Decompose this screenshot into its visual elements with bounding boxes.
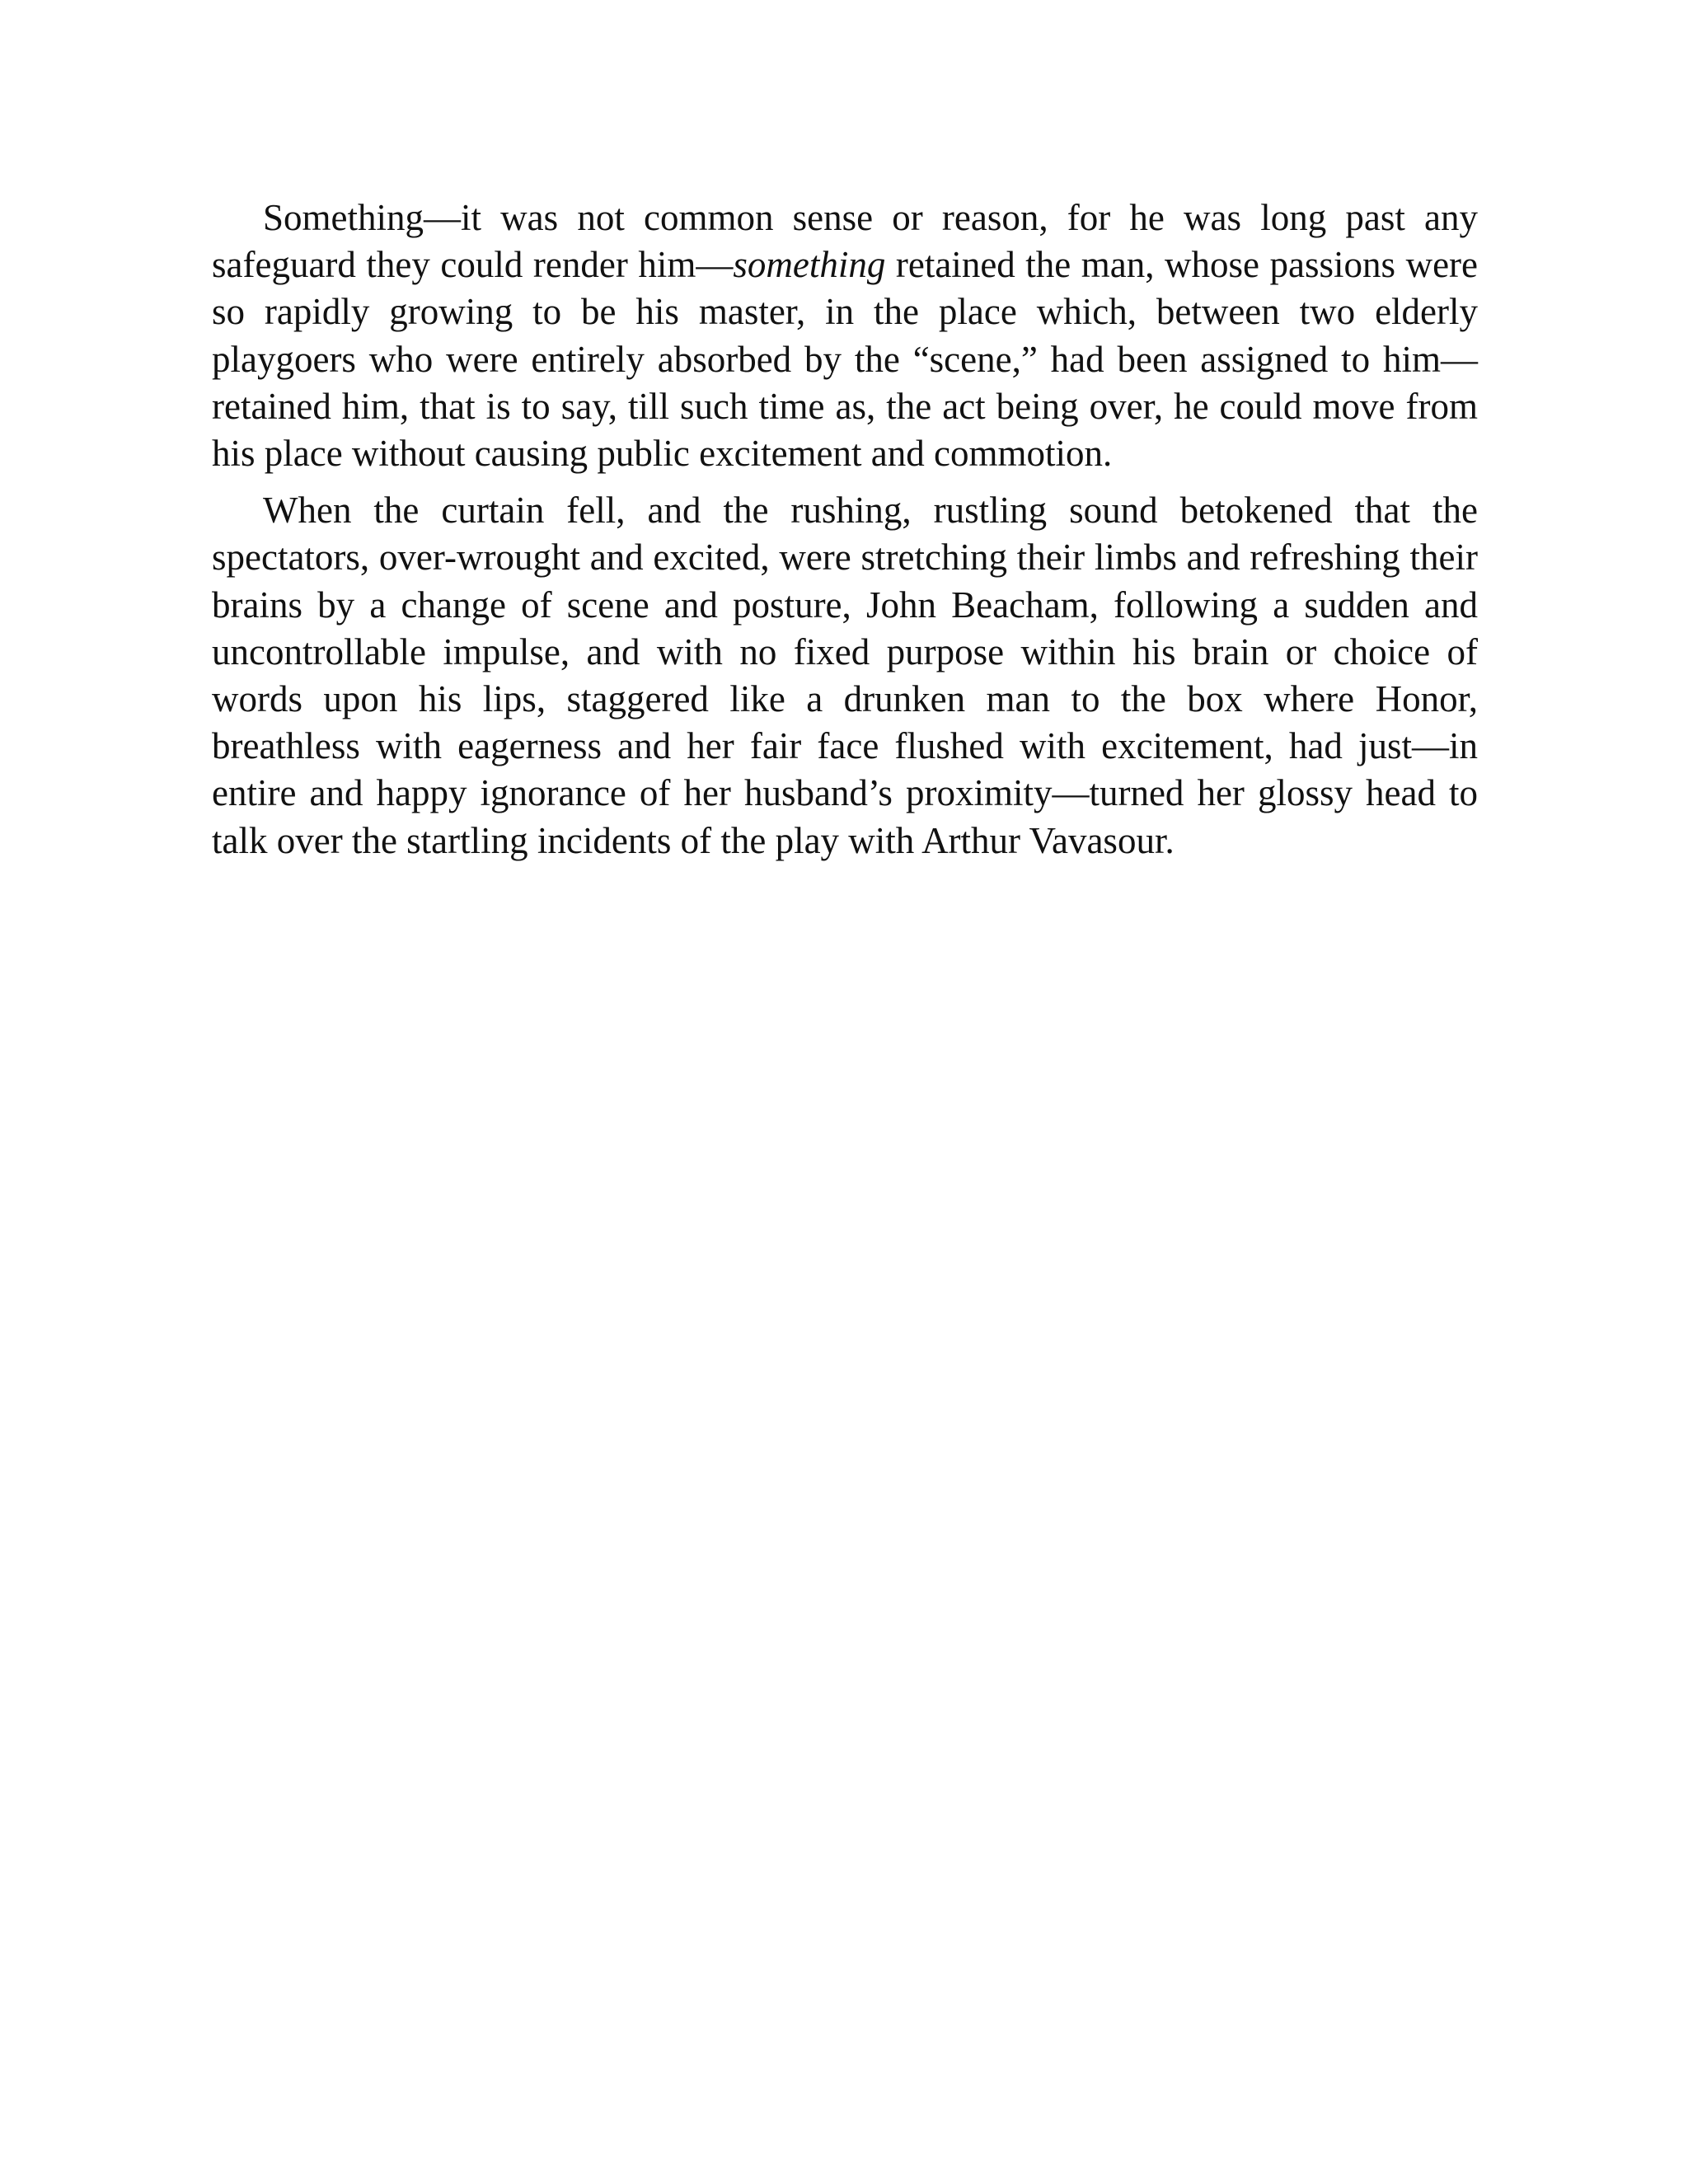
- paragraph-1: [212, 194, 1478, 477]
- body-text: [212, 194, 1478, 865]
- paragraph-2: When the curtain fell, and the rushing, rustling sound betokened that the spectators, over-wrought and excited, were stretching their limbs and refreshing their brains by a change of scene and posture, John Beacham, following a sudden and uncontrollable impulse, and with no fixed purpose within his brain or choice of words upon his lips, staggered like a drunken man to the box where Honor, breathless with eagerness and her fair face flushed with excitement, had just—in entire and happy ignorance of her husband’s proximity—turned her glossy head to talk over the startling incidents of the play with Arthur Vavasour.: [212, 490, 1478, 861]
- paragraph-1-italic-word: something: [733, 244, 886, 286]
- paragraph-1-text-start: Something—it was not common sense or reason, for he was long past any safeguard they could render him—: [212, 197, 1478, 286]
- paragraph-1-text-end: retained the man, whose passions were so rapidly growing to be his master, in the place which, between two elderly playgoers who were entirely absorbed by the “scene,” had been assigned to him—retained him, that is to say, till such time as, the act being over, he could move from his place without causing public excitement and commotion.: [212, 244, 1478, 475]
